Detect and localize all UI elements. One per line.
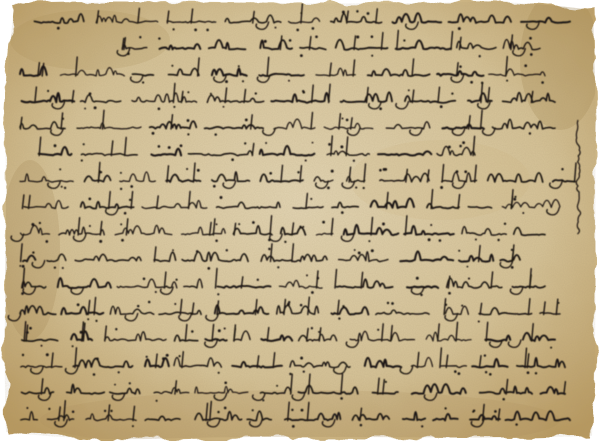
diacritic-dot bbox=[218, 372, 220, 374]
diacritic-dot bbox=[356, 10, 358, 12]
diacritic-dot bbox=[31, 223, 34, 226]
diacritic-dot bbox=[26, 407, 28, 409]
diacritic-dot bbox=[541, 81, 544, 84]
diacritic-dot bbox=[158, 145, 161, 148]
diacritic-dot bbox=[142, 81, 144, 83]
diacritic-dot bbox=[121, 239, 124, 242]
diacritic-dot bbox=[301, 409, 304, 412]
diacritic-dot bbox=[265, 142, 267, 144]
diacritic-dot bbox=[224, 381, 227, 384]
diacritic-dot bbox=[99, 240, 102, 243]
diacritic-dot bbox=[114, 384, 116, 386]
diacritic-dot bbox=[379, 107, 382, 110]
diacritic-dot bbox=[522, 212, 524, 214]
diacritic-dot bbox=[54, 144, 57, 147]
diacritic-dot bbox=[303, 371, 305, 373]
diacritic-dot bbox=[276, 385, 278, 387]
diacritic-dot bbox=[120, 188, 122, 190]
diacritic-dot bbox=[77, 303, 80, 306]
diacritic-dot bbox=[461, 305, 463, 307]
diacritic-dot bbox=[484, 354, 486, 356]
diacritic-dot bbox=[479, 55, 481, 57]
diacritic-dot bbox=[93, 373, 96, 376]
diacritic-dot bbox=[300, 54, 303, 57]
diacritic-dot bbox=[62, 118, 64, 120]
diacritic-dot bbox=[342, 305, 344, 307]
diacritic-dot bbox=[439, 239, 442, 242]
diacritic-dot bbox=[354, 249, 356, 251]
diacritic-dot bbox=[331, 170, 334, 173]
diacritic-dot bbox=[62, 267, 64, 269]
diacritic-dot bbox=[89, 225, 91, 227]
diacritic-dot bbox=[196, 250, 199, 253]
diacritic-dot bbox=[440, 105, 443, 108]
paper-stain bbox=[0, 160, 60, 340]
diacritic-dot bbox=[179, 355, 181, 357]
diacritic-dot bbox=[257, 279, 259, 281]
diacritic-dot bbox=[485, 371, 487, 373]
diacritic-dot bbox=[171, 65, 173, 67]
diacritic-dot bbox=[255, 92, 257, 94]
diacritic-dot bbox=[448, 146, 451, 149]
diacritic-dot bbox=[421, 425, 423, 427]
diacritic-dot bbox=[129, 199, 131, 201]
diacritic-dot bbox=[187, 133, 189, 135]
diacritic-dot bbox=[81, 159, 83, 161]
diacritic-dot bbox=[377, 329, 379, 331]
diacritic-dot bbox=[22, 354, 24, 356]
diacritic-dot bbox=[226, 249, 228, 251]
diacritic-dot bbox=[502, 398, 505, 401]
diacritic-dot bbox=[356, 36, 359, 39]
diacritic-dot bbox=[311, 327, 313, 329]
diacritic-dot bbox=[292, 425, 295, 428]
diacritic-dot bbox=[57, 27, 60, 30]
diacritic-dot bbox=[451, 92, 453, 94]
diacritic-dot bbox=[363, 187, 365, 189]
diacritic-dot bbox=[379, 169, 382, 172]
diacritic-dot bbox=[459, 65, 462, 68]
paper-stain bbox=[10, 10, 170, 70]
diacritic-dot bbox=[104, 410, 106, 412]
diacritic-dot bbox=[96, 358, 99, 361]
handwritten-word bbox=[407, 286, 438, 287]
diacritic-dot bbox=[466, 266, 468, 268]
diacritic-dot bbox=[494, 410, 497, 413]
diacritic-dot bbox=[550, 347, 552, 349]
diacritic-dot bbox=[264, 40, 267, 43]
diacritic-dot bbox=[220, 196, 223, 199]
diacritic-dot bbox=[61, 186, 63, 188]
diacritic-dot bbox=[458, 27, 461, 30]
diacritic-dot bbox=[529, 37, 532, 40]
diacritic-dot bbox=[288, 301, 290, 303]
diacritic-dot bbox=[371, 55, 373, 57]
diacritic-dot bbox=[89, 92, 92, 95]
diacritic-dot bbox=[48, 408, 50, 410]
diacritic-dot bbox=[143, 278, 146, 281]
diacritic-dot bbox=[284, 241, 286, 243]
diacritic-dot bbox=[305, 159, 307, 161]
diacritic-dot bbox=[515, 423, 517, 425]
diacritic-dot bbox=[215, 239, 218, 242]
diacritic-dot bbox=[139, 36, 141, 38]
diacritic-dot bbox=[459, 145, 462, 148]
diacritic-dot bbox=[300, 304, 303, 307]
diacritic-dot bbox=[214, 133, 216, 135]
diacritic-dot bbox=[464, 170, 467, 173]
diacritic-dot bbox=[238, 65, 240, 67]
diacritic-dot bbox=[558, 302, 560, 304]
diacritic-dot bbox=[360, 424, 363, 427]
diacritic-dot bbox=[207, 267, 210, 270]
diacritic-dot bbox=[187, 119, 190, 122]
diacritic-dot bbox=[458, 372, 461, 375]
diacritic-dot bbox=[26, 331, 29, 334]
diacritic-dot bbox=[277, 266, 279, 268]
diacritic-dot bbox=[306, 274, 308, 276]
diacritic-dot bbox=[468, 278, 470, 280]
diacritic-dot bbox=[84, 108, 86, 110]
diacritic-dot bbox=[382, 223, 385, 226]
diacritic-dot bbox=[39, 222, 41, 224]
diacritic-dot bbox=[80, 331, 83, 334]
diacritic-dot bbox=[206, 29, 209, 32]
diacritic-dot bbox=[296, 29, 299, 32]
diacritic-dot bbox=[358, 251, 361, 254]
diacritic-dot bbox=[242, 80, 244, 82]
diacritic-dot bbox=[440, 186, 443, 189]
diacritic-dot bbox=[511, 266, 514, 269]
diacritic-dot bbox=[83, 143, 85, 145]
diacritic-dot bbox=[403, 39, 405, 41]
diacritic-dot bbox=[156, 400, 158, 402]
diacritic-dot bbox=[497, 239, 499, 241]
diacritic-dot bbox=[317, 277, 320, 280]
diacritic-dot bbox=[54, 266, 56, 268]
diacritic-dot bbox=[115, 328, 117, 330]
diacritic-dot bbox=[472, 411, 474, 413]
diacritic-dot bbox=[172, 28, 174, 30]
diacritic-dot bbox=[118, 371, 120, 373]
diacritic-dot bbox=[444, 407, 446, 409]
diacritic-dot bbox=[175, 279, 177, 281]
diacritic-dot bbox=[428, 238, 431, 241]
diacritic-dot bbox=[416, 277, 419, 280]
diacritic-dot bbox=[408, 89, 410, 91]
diacritic-dot bbox=[94, 106, 97, 109]
diacritic-dot bbox=[120, 172, 122, 174]
diacritic-dot bbox=[152, 132, 155, 135]
diacritic-dot bbox=[218, 411, 220, 413]
diacritic-dot bbox=[245, 119, 248, 122]
diacritic-dot bbox=[289, 373, 291, 375]
diacritic-dot bbox=[210, 93, 212, 95]
diacritic-dot bbox=[72, 410, 75, 413]
diacritic-dot bbox=[191, 330, 194, 333]
diacritic-dot bbox=[297, 171, 299, 173]
diacritic-dot bbox=[561, 168, 563, 170]
diacritic-dot bbox=[387, 302, 389, 304]
diacritic-dot bbox=[95, 320, 97, 322]
diacritic-dot bbox=[252, 409, 254, 411]
diacritic-dot bbox=[130, 185, 133, 188]
diacritic-dot bbox=[288, 80, 290, 82]
diacritic-dot bbox=[29, 327, 32, 330]
diacritic-dot bbox=[368, 240, 370, 242]
diacritic-dot bbox=[391, 302, 394, 305]
diacritic-dot bbox=[530, 53, 533, 56]
diacritic-dot bbox=[338, 317, 340, 319]
diacritic-dot bbox=[19, 265, 21, 267]
diacritic-dot bbox=[504, 223, 506, 225]
diacritic-dot bbox=[124, 212, 127, 215]
diacritic-dot bbox=[478, 320, 480, 322]
diacritic-dot bbox=[155, 291, 157, 293]
diacritic-dot bbox=[225, 80, 228, 83]
diacritic-dot bbox=[231, 158, 234, 161]
diacritic-dot bbox=[32, 251, 34, 253]
diacritic-dot bbox=[46, 353, 49, 356]
diacritic-dot bbox=[327, 187, 330, 190]
diacritic-dot bbox=[300, 357, 303, 360]
diacritic-dot bbox=[310, 198, 312, 200]
diacritic-dot bbox=[252, 221, 255, 224]
diacritic-dot bbox=[268, 239, 271, 242]
diacritic-dot bbox=[535, 372, 537, 374]
diacritic-dot bbox=[315, 35, 318, 38]
diacritic-dot bbox=[268, 248, 270, 250]
diacritic-dot bbox=[342, 118, 344, 120]
diacritic-dot bbox=[275, 27, 277, 29]
diacritic-dot bbox=[458, 250, 460, 252]
diacritic-dot bbox=[302, 90, 304, 92]
diacritic-dot bbox=[88, 198, 91, 201]
diacritic-dot bbox=[448, 292, 451, 295]
diacritic-dot bbox=[342, 11, 345, 14]
diacritic-dot bbox=[187, 91, 189, 93]
diacritic-dot bbox=[217, 293, 219, 295]
diacritic-dot bbox=[238, 223, 240, 225]
diacritic-dot bbox=[371, 35, 374, 38]
diacritic-dot bbox=[312, 142, 314, 144]
diacritic-dot bbox=[456, 170, 459, 173]
diacritic-dot bbox=[59, 168, 61, 170]
diacritic-dot bbox=[120, 223, 122, 225]
diacritic-dot bbox=[291, 409, 293, 411]
diacritic-dot bbox=[194, 29, 197, 32]
diacritic-dot bbox=[524, 64, 527, 67]
diacritic-dot bbox=[262, 399, 264, 401]
diacritic-dot bbox=[100, 171, 102, 173]
diacritic-dot bbox=[506, 80, 508, 82]
diacritic-dot bbox=[454, 370, 457, 373]
diacritic-dot bbox=[383, 168, 386, 171]
diacritic-dot bbox=[527, 371, 530, 374]
diacritic-dot bbox=[489, 373, 492, 376]
diacritic-dot bbox=[216, 223, 218, 225]
diacritic-dot bbox=[355, 187, 357, 189]
diacritic-dot bbox=[72, 345, 74, 347]
diacritic-dot bbox=[162, 357, 165, 360]
diacritic-dot bbox=[346, 119, 349, 122]
diacritic-dot bbox=[244, 142, 246, 144]
diacritic-dot bbox=[137, 305, 139, 307]
diacritic-dot bbox=[300, 12, 302, 14]
diacritic-dot bbox=[445, 304, 447, 306]
diacritic-dot bbox=[470, 81, 473, 84]
diacritic-dot bbox=[146, 356, 148, 358]
diacritic-dot bbox=[158, 107, 161, 110]
diacritic-dot bbox=[22, 265, 25, 268]
diacritic-dot bbox=[529, 132, 531, 134]
diacritic-dot bbox=[341, 211, 344, 214]
diacritic-dot bbox=[385, 381, 387, 383]
diacritic-dot bbox=[173, 106, 175, 108]
diacritic-dot bbox=[148, 301, 151, 304]
diacritic-dot bbox=[132, 425, 134, 427]
diacritic-dot bbox=[371, 249, 374, 252]
diacritic-dot bbox=[174, 303, 176, 305]
diacritic-dot bbox=[47, 90, 49, 92]
diacritic-dot bbox=[513, 198, 516, 201]
diacritic-dot bbox=[514, 196, 516, 198]
diacritic-dot bbox=[367, 12, 370, 15]
diacritic-dot bbox=[166, 354, 169, 357]
diacritic-dot bbox=[322, 221, 325, 224]
diacritic-dot bbox=[87, 318, 89, 320]
diacritic-dot bbox=[172, 249, 174, 251]
diacritic-dot bbox=[475, 239, 477, 241]
diacritic-dot bbox=[110, 410, 112, 412]
diacritic-dot bbox=[224, 407, 227, 410]
diacritic-dot bbox=[224, 327, 226, 329]
diacritic-dot bbox=[318, 331, 320, 333]
diacritic-dot bbox=[158, 37, 160, 39]
diacritic-dot bbox=[462, 141, 465, 144]
diacritic-dot bbox=[269, 172, 272, 175]
diacritic-dot bbox=[223, 106, 225, 108]
diacritic-dot bbox=[299, 226, 301, 228]
diacritic-dot bbox=[511, 249, 513, 251]
diacritic-dot bbox=[197, 169, 200, 172]
diacritic-dot bbox=[180, 144, 183, 147]
diacritic-dot bbox=[289, 39, 292, 42]
diacritic-dot bbox=[168, 146, 171, 149]
diacritic-dot bbox=[41, 345, 43, 347]
diacritic-dot bbox=[186, 168, 188, 170]
diacritic-dot bbox=[45, 240, 48, 243]
diacritic-dot bbox=[340, 397, 343, 400]
diacritic-dot bbox=[213, 185, 216, 188]
diacritic-dot bbox=[353, 160, 355, 162]
diacritic-dot bbox=[302, 226, 304, 228]
diacritic-dot bbox=[430, 224, 432, 226]
diacritic-dot bbox=[312, 27, 315, 30]
diacritic-dot bbox=[129, 382, 131, 384]
diacritic-dot bbox=[328, 143, 331, 146]
diacritic-dot bbox=[218, 329, 221, 332]
diacritic-dot bbox=[311, 291, 314, 294]
diacritic-dot bbox=[64, 187, 66, 189]
diacritic-dot bbox=[340, 145, 343, 148]
